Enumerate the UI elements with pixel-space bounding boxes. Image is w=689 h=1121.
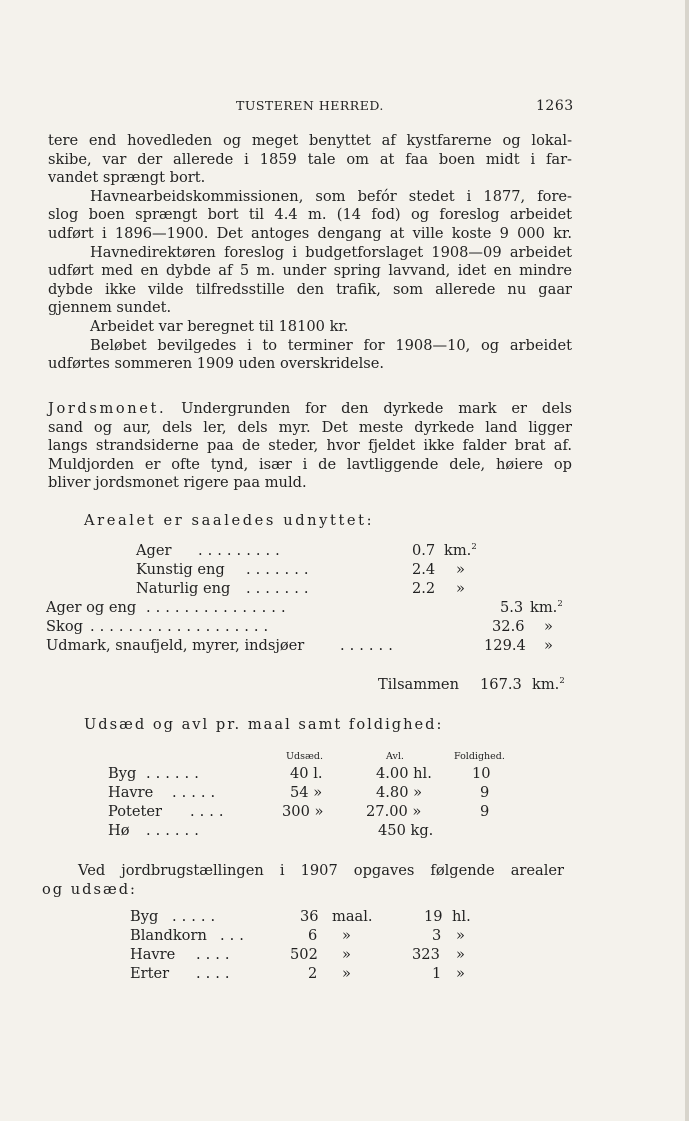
text-line: dybde ikke vilde tilfredsstille den trafik, som allerede nu gaar (48, 280, 572, 298)
text-line: Havnearbeidskommissionen, som befór stedet i 1877, fore- (90, 187, 572, 205)
leader-dots: ................... (90, 618, 274, 635)
census-row-seed: 323 (412, 946, 440, 963)
census-row-area-unit: » (342, 965, 351, 982)
seed-row-yield: 27.00 » (366, 803, 422, 820)
area-row-unit: km.$^2$ (530, 599, 563, 616)
census-row-area-unit: » (342, 946, 351, 963)
area-heading: Arealet er saaledes udnyttet: (84, 512, 375, 529)
census-intro: Ved jordbrugstællingen i 1907 opgaves følgende arealer (78, 862, 564, 879)
area-row-label: Ager og eng (46, 599, 137, 616)
leader-dots: ... (220, 927, 249, 944)
census-row-area: 6 (308, 927, 318, 944)
text-line: udførtes sommeren 1909 uden overskridelse. (48, 355, 384, 373)
seed-row-yield: 450 kg. (378, 822, 434, 839)
seed-row-fold: 10 (472, 765, 491, 782)
census-row-crop: Erter (130, 965, 170, 982)
census-row-seed: 19 (424, 908, 443, 925)
census-row-area: 36 (300, 908, 319, 925)
text-line: Muldjorden er ofte tynd, især i de lavtliggende dele, høiere op (48, 455, 572, 473)
soil-paragraph (48, 400, 572, 493)
census-row-crop: Byg (130, 908, 159, 925)
text-line: sand og aur, dels ler, dels myr. Det meste dyrkede land ligger (48, 418, 572, 436)
running-header-title: TUSTEREN HERRED. (236, 98, 384, 113)
seed-row-crop: Poteter (108, 803, 162, 820)
census-row-area: 2 (308, 965, 318, 982)
census-intro-cont: og udsæd: (42, 881, 137, 898)
column-header-yield: Avl. (386, 751, 404, 762)
soil-heading: Jordsmonet. (48, 400, 167, 417)
text-line: Jordsmonet. Undergrunden for den dyrkede mark er dels (48, 400, 572, 417)
leader-dots: ..... (172, 908, 221, 925)
area-row-unit: » (456, 561, 465, 578)
census-row-seed-unit: » (456, 927, 465, 944)
census-row-seed: 1 (432, 965, 442, 982)
census-row-seed-unit: » (456, 965, 465, 982)
census-row-seed: 3 (432, 927, 442, 944)
page-edge (685, 0, 689, 1121)
area-total-unit: km.$^2$ (532, 676, 565, 693)
leader-dots: .... (190, 803, 229, 820)
census-row-area-unit: » (342, 927, 351, 944)
text-line: skibe, var der allerede i 1859 tale om at faa boen midt i far- (48, 150, 572, 168)
area-row-value: 5.3 (500, 599, 524, 616)
seed-row-yield: 4.00 hl. (376, 765, 432, 782)
area-row-value: 2.2 (412, 580, 436, 597)
leader-dots: ...... (146, 822, 204, 839)
area-row-unit: » (544, 618, 553, 635)
area-row-label: Ager (136, 542, 172, 559)
leader-dots: ......... (198, 542, 285, 559)
page-number: 1263 (536, 98, 574, 114)
census-row-seed-unit: hl. (452, 908, 471, 925)
seed-row-seed: 54 » (290, 784, 323, 801)
text-line: bliver jordsmonet rigere paa muld. (48, 474, 307, 492)
area-row-label: Skog (46, 618, 83, 635)
leader-dots: ....... (246, 580, 314, 597)
seed-row-yield: 4.80 » (376, 784, 423, 801)
text-line: gjennem sundet. (48, 299, 172, 317)
leader-dots: ...... (340, 637, 398, 654)
seed-row-crop: Byg (108, 765, 137, 782)
seed-row-seed: 300 » (282, 803, 324, 820)
column-header-fold: Foldighed. (454, 751, 505, 762)
area-row-value: 32.6 (492, 618, 525, 635)
text-line: udført i 1896—1900. Det antoges dengang at ville koste 9 000 kr. (48, 224, 572, 242)
seed-row-crop: Havre (108, 784, 154, 801)
area-total-label: Tilsammen (378, 676, 459, 693)
text-line: Beløbet bevilgedes i to terminer for 1908—10, og arbeidet (90, 336, 572, 354)
area-row-unit: km.$^2$ (444, 542, 477, 559)
area-row-unit: » (544, 637, 553, 654)
census-row-area: 502 (290, 946, 318, 963)
area-row-unit: » (456, 580, 465, 597)
leader-dots: ....... (246, 561, 314, 578)
text-line: langs strandsiderne paa de steder, hvor fjeldet ikke falder brat af. (48, 437, 572, 455)
text-line: slog boen sprængt bort til 4.4 m. (14 fod) og foreslog arbeidet (48, 206, 572, 224)
area-row-value: 129.4 (484, 637, 526, 654)
leader-dots: ...... (146, 765, 204, 782)
census-row-crop: Havre (130, 946, 176, 963)
area-row-label: Kunstig eng (136, 561, 225, 578)
area-row-value: 2.4 (412, 561, 436, 578)
column-header-seed: Udsæd. (286, 751, 323, 762)
census-row-crop: Blandkorn (130, 927, 207, 944)
seed-row-crop: Hø (108, 822, 130, 839)
leader-dots: ..... (172, 784, 221, 801)
census-row-area-unit: maal. (332, 908, 373, 925)
area-row-label: Naturlig eng (136, 580, 231, 597)
text-line: tere end hovedleden og meget benyttet af kystfarerne og lokal- (48, 132, 572, 149)
text-line: vandet sprængt bort. (48, 169, 206, 187)
seed-heading: Udsæd og avl pr. maal samt foldighed: (84, 716, 444, 733)
area-row-value: 0.7 (412, 542, 436, 559)
leader-dots: .... (196, 946, 235, 963)
text-line: Havnedirektøren foreslog i budgetforslaget 1908—09 arbeidet (90, 243, 572, 261)
leader-dots: ............... (146, 599, 291, 616)
text-line: udført med en dybde af 5 m. under spring lavvand, idet en mindre (48, 262, 572, 280)
seed-row-seed: 40 l. (290, 765, 323, 782)
area-row-label: Udmark, snaufjeld, myrer, indsjøer (46, 637, 305, 654)
harbor-paragraph (48, 132, 572, 374)
text-line: Arbeidet var beregnet til 18100 kr. (90, 317, 349, 335)
seed-row-fold: 9 (480, 803, 490, 820)
seed-row-fold: 9 (480, 784, 490, 801)
area-total-value: 167.3 (480, 676, 522, 693)
leader-dots: .... (196, 965, 235, 982)
census-row-seed-unit: » (456, 946, 465, 963)
